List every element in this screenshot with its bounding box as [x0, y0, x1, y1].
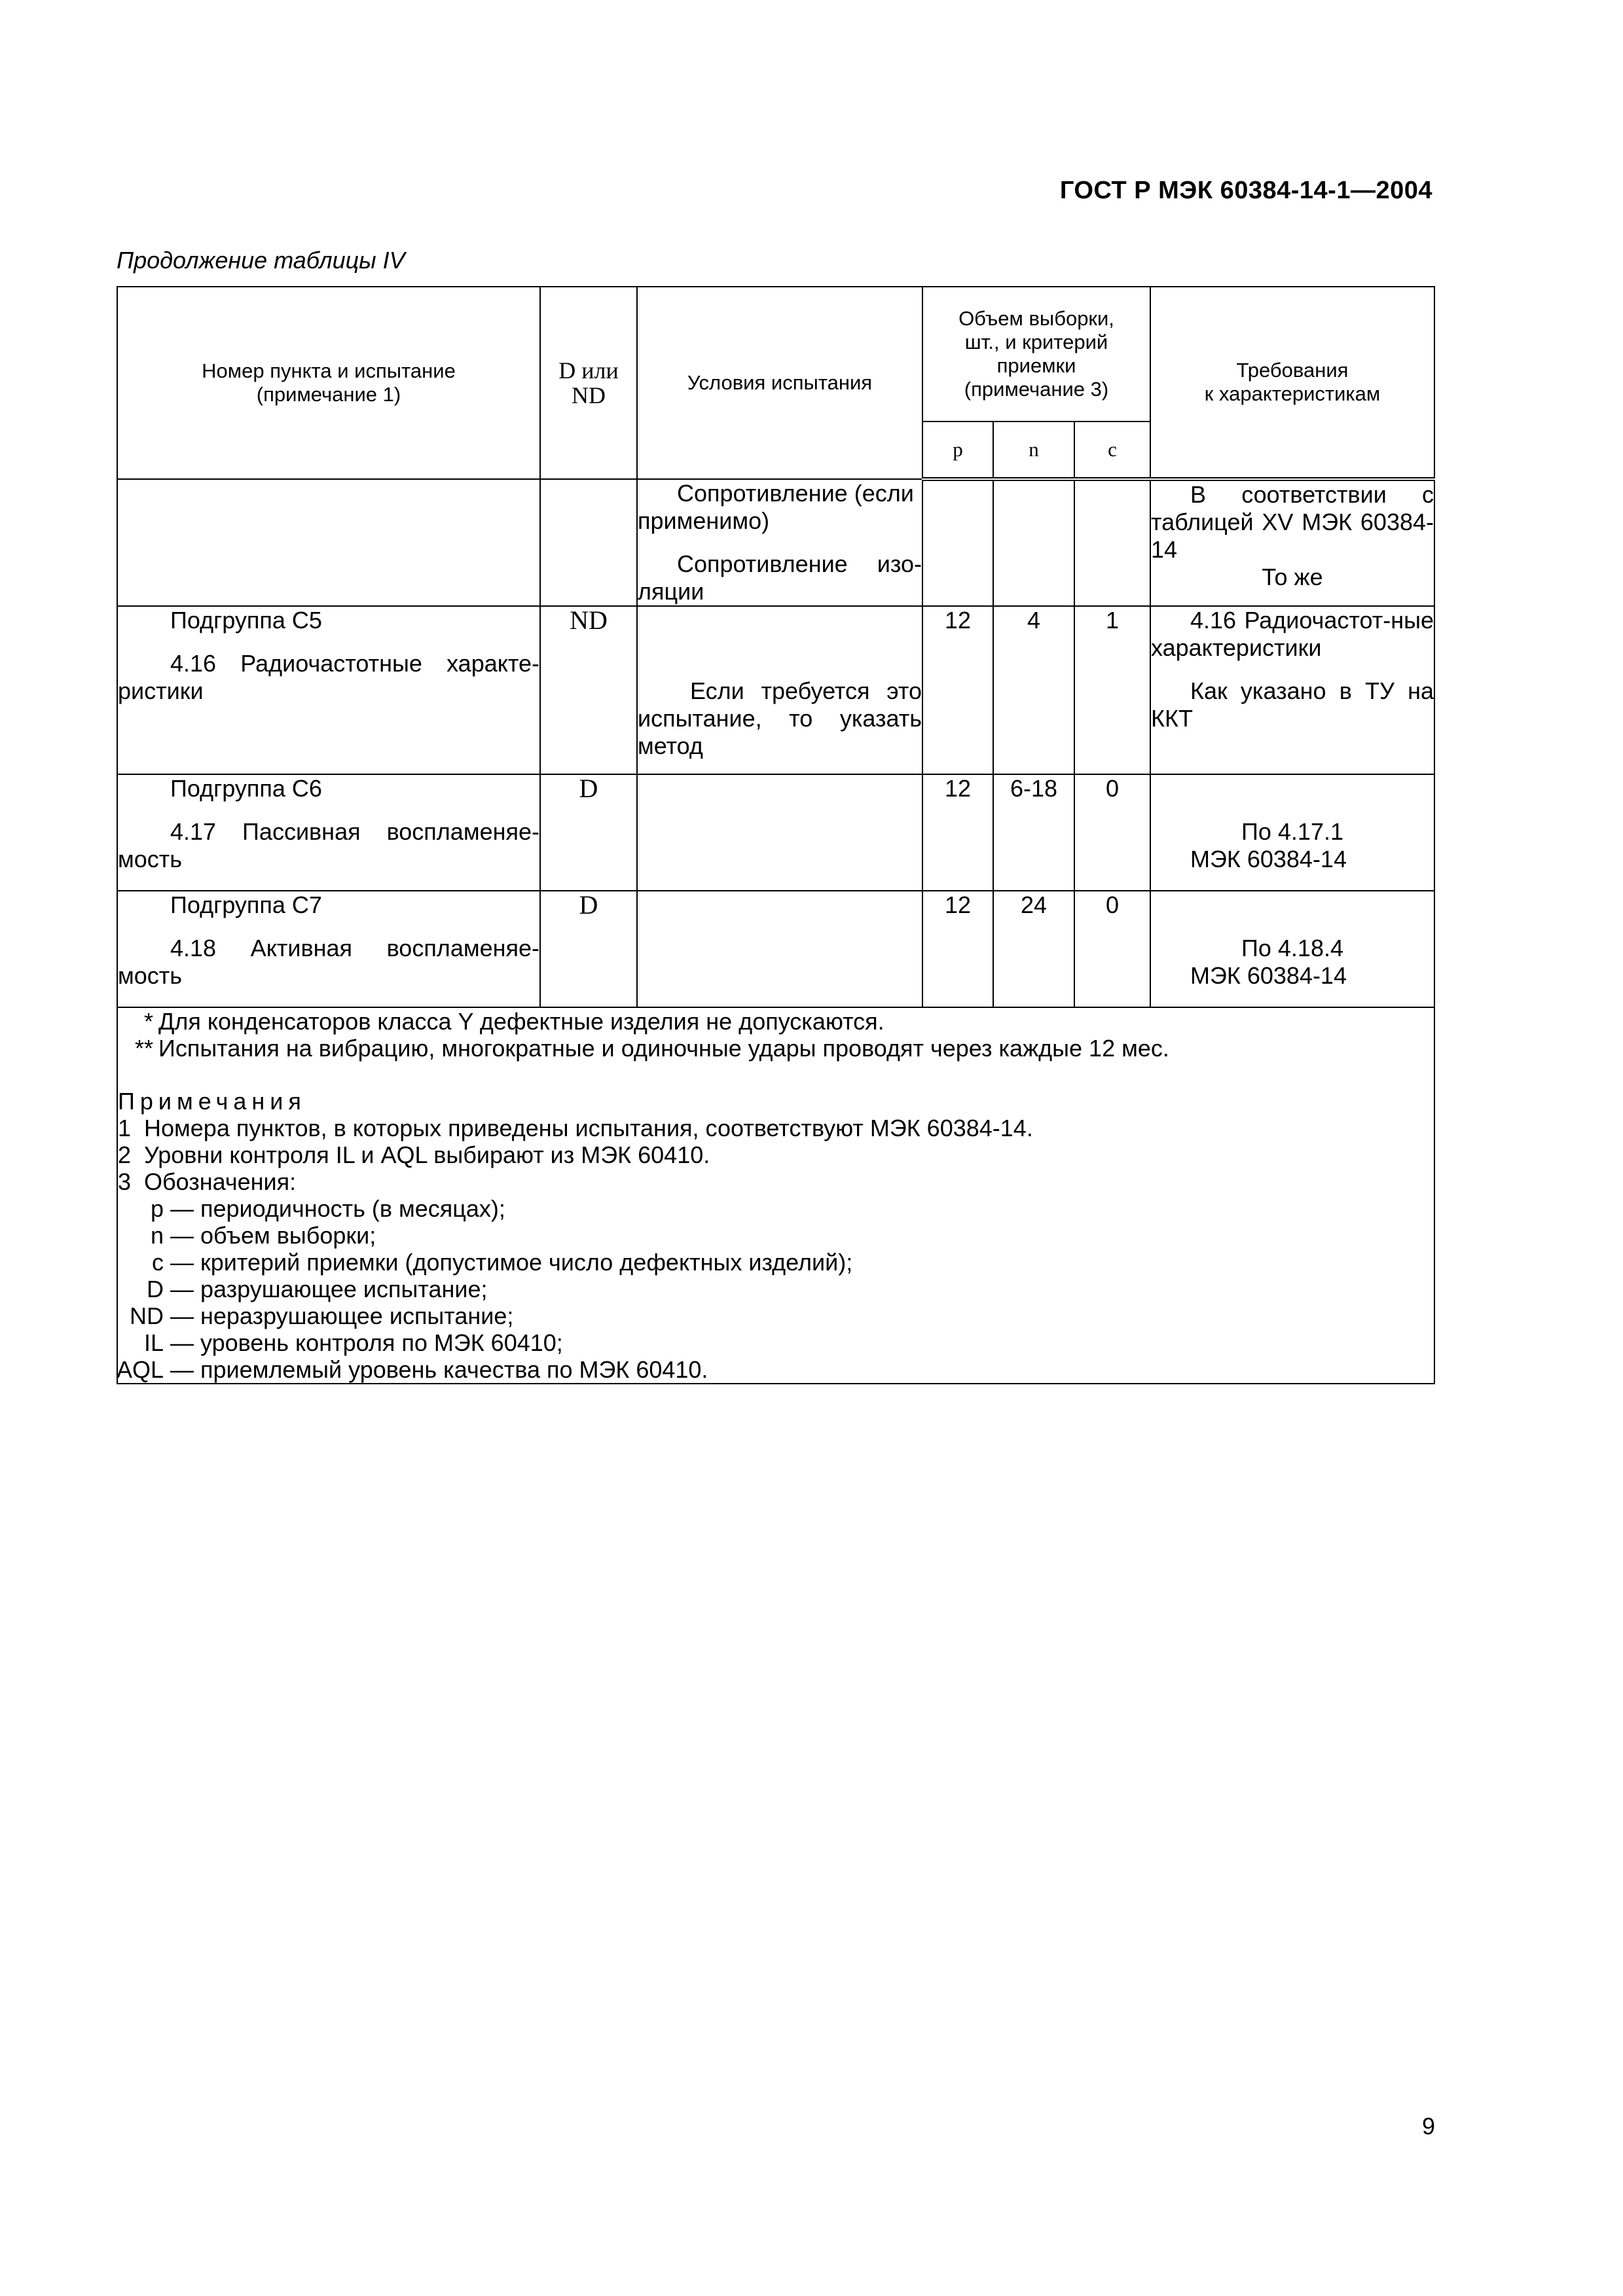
- page-number: 9: [1421, 2113, 1435, 2140]
- header-p: p: [922, 422, 993, 479]
- value-c: 0: [1074, 774, 1150, 891]
- requirements-cell: По 4.17.1 МЭК 60384-14: [1150, 774, 1434, 891]
- header-conditions: Условия испытания: [637, 287, 922, 479]
- footnote: * Для конденсаторов класса Y дефектные изделия не допускаются.: [143, 1008, 884, 1035]
- value-p: 12: [922, 891, 993, 1007]
- item-cell: Подгруппа С6 4.17 Пассивная воспламеняе-мость: [117, 774, 540, 891]
- value-p: 12: [922, 606, 993, 774]
- header-sample: Объем выборки, шт., и критерий приемки (примечание 3): [922, 287, 1150, 422]
- notes-row: [117, 1007, 1434, 1384]
- item-cell: Подгруппа С7 4.18 Активная воспламеняе-мость: [117, 891, 540, 1007]
- document-code: ГОСТ Р МЭК 60384-14-1—2004: [1059, 177, 1432, 204]
- test-table: [117, 286, 1435, 1384]
- requirements-cell: 4.16 Радиочастот-ные характеристики Как указано в ТУ на ККТ: [1150, 606, 1434, 774]
- header-n: n: [993, 422, 1074, 479]
- value-c: 0: [1074, 891, 1150, 1007]
- requirements-cell: В соответствии с таблицей XV МЭК 60384-14 То же: [1150, 479, 1434, 606]
- legend: [79, 1195, 1434, 1383]
- value-c: 1: [1074, 606, 1150, 774]
- requirements-cell: По 4.18.4 МЭК 60384-14: [1150, 891, 1434, 1007]
- legend-item: IL — уровень контроля по МЭК 60410;: [143, 1329, 563, 1356]
- table-row: [117, 479, 1434, 606]
- footnote: ** Испытания на вибрацию, многократные и одиночные удары проводят через каждые 12 мес.: [134, 1035, 1169, 1062]
- legend-item: ND — неразрушающее испытание;: [130, 1302, 514, 1329]
- dnd-mark: ND: [540, 606, 637, 774]
- dnd-mark: D: [540, 891, 637, 1007]
- dnd-mark: D: [540, 774, 637, 891]
- conditions-cell: Сопротивление (если применимо) Сопротивление изо-ляции: [638, 480, 922, 605]
- legend-item: p — периодичность (в месяцах);: [150, 1195, 505, 1222]
- table-caption: Продолжение таблицы IV: [117, 247, 405, 274]
- table-row: [117, 891, 1434, 1007]
- header-item: Номер пункта и испытание (примечание 1): [117, 287, 540, 479]
- legend-item: AQL — приемлемый уровень качества по МЭК 60410.: [116, 1356, 708, 1383]
- legend-item: n — объем выборки;: [150, 1222, 376, 1249]
- header-requirements: Требования к характеристикам: [1150, 287, 1434, 479]
- notes-heading: Примечания: [118, 1088, 306, 1115]
- note-item: 1 Номера пунктов, в которых приведены испытания, соответствуют МЭК 60384-14.: [118, 1115, 1033, 1141]
- item-cell: Подгруппа С5 4.16 Радиочастотные характе-ристики: [117, 606, 540, 774]
- header-c: c: [1074, 422, 1150, 479]
- value-p: 12: [922, 774, 993, 891]
- value-n: 4: [993, 606, 1074, 774]
- value-n: 6-18: [993, 774, 1074, 891]
- header-dnd: D или ND: [540, 287, 637, 479]
- table-row: [117, 606, 1434, 774]
- legend-item: D — разрушающее испытание;: [147, 1276, 488, 1302]
- note-item: 2 Уровни контроля IL и AQL выбирают из МЭК 60410.: [118, 1141, 710, 1168]
- notes-cell: [117, 1007, 1434, 1384]
- note-item: 3 Обозначения:: [118, 1168, 297, 1195]
- legend-item: c — критерий приемки (допустимое число дефектных изделий);: [152, 1249, 853, 1276]
- table-row: [117, 774, 1434, 891]
- value-n: 24: [993, 891, 1074, 1007]
- conditions-cell: Если требуется это испытание, то указать метод: [637, 606, 922, 774]
